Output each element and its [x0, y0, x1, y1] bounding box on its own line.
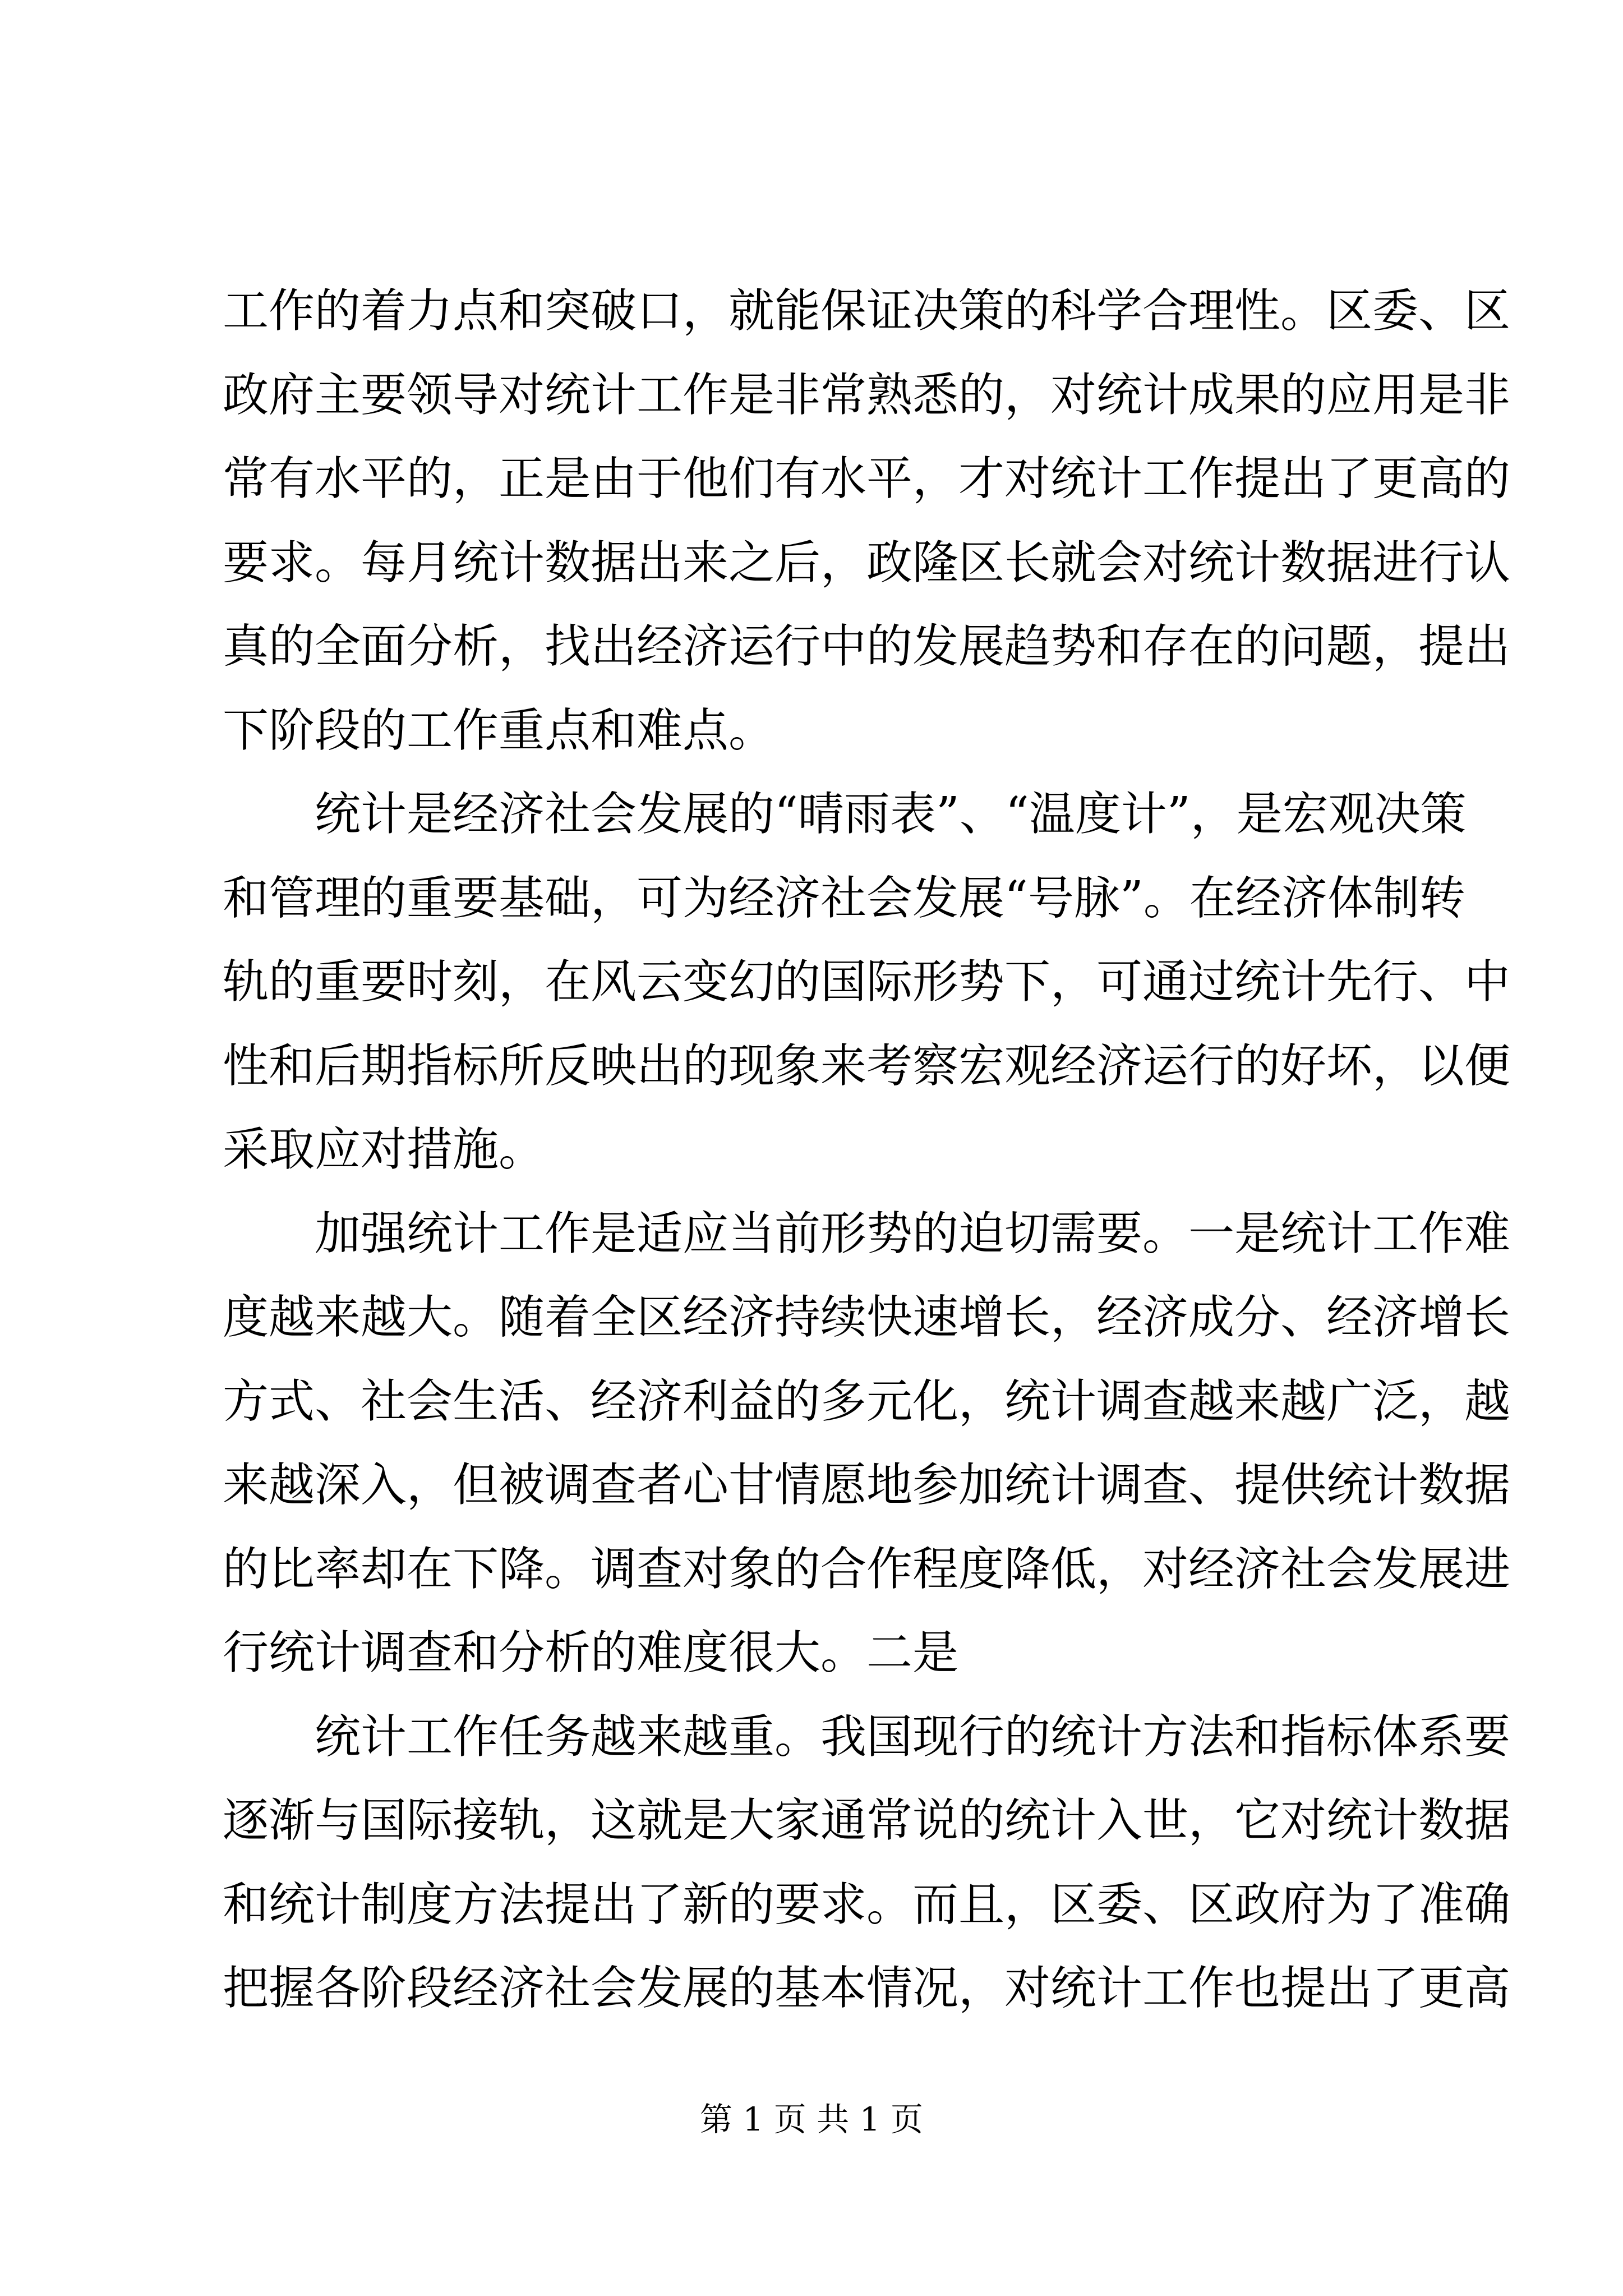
text-line: 轨的重要时刻，在风云变幻的国际形势下，可通过统计先行、中: [223, 955, 1511, 1009]
text-line: 来越深入，但被调查者心甘情愿地参加统计调查、提供统计数据: [223, 1458, 1511, 1512]
text-line: 真的全面分析，找出经济运行中的发展趋势和存在的问题，提出: [223, 620, 1511, 673]
page-footer: 第 1 页 共 1 页: [700, 2100, 923, 2138]
text-line: 下阶段的工作重点和难点。: [223, 703, 775, 757]
text-line: 统计工作任务越来越重。我国现行的统计方法和指标体系要: [315, 1710, 1511, 1764]
text-line: 采取应对措施。: [223, 1123, 545, 1176]
text-line: 度越来越大。随着全区经济持续快速增长，经济成分、经济增长: [223, 1291, 1511, 1344]
text-line: 把握各阶段经济社会发展的基本情况，对统计工作也提出了更高: [223, 1962, 1511, 2015]
document-body: [223, 269, 1511, 2031]
text-line: 常有水平的，正是由于他们有水平，才对统计工作提出了更高的: [223, 452, 1511, 505]
text-line: 政府主要领导对统计工作是非常熟悉的，对统计成果的应用是非: [223, 368, 1511, 422]
text-line: 要求。每月统计数据出来之后，政隆区长就会对统计数据进行认: [223, 536, 1511, 590]
text-line: 和管理的重要基础，可为经济社会发展“号脉”。在经济体制转: [223, 871, 1465, 925]
text-line: 工作的着力点和突破口，就能保证决策的科学合理性。区委、区: [223, 284, 1511, 338]
text-line: 性和后期指标所反映出的现象来考察宏观经济运行的好坏，以便: [223, 1039, 1511, 1093]
text-line: 统计是经济社会发展的“晴雨表”、“温度计”，是宏观决策: [315, 788, 1467, 841]
text-line: 和统计制度方法提出了新的要求。而且，区委、区政府为了准确: [223, 1878, 1511, 1931]
text-line: 行统计调查和分析的难度很大。二是: [223, 1626, 959, 1680]
text-line: 方式、社会生活、经济利益的多元化，统计调查越来越广泛，越: [223, 1374, 1511, 1428]
text-line: 加强统计工作是适应当前形势的迫切需要。一是统计工作难: [315, 1207, 1511, 1260]
text-line: 的比率却在下降。调查对象的合作程度降低，对经济社会发展进: [223, 1542, 1511, 1596]
text-line: 逐渐与国际接轨，这就是大家通常说的统计入世，它对统计数据: [223, 1794, 1511, 1847]
